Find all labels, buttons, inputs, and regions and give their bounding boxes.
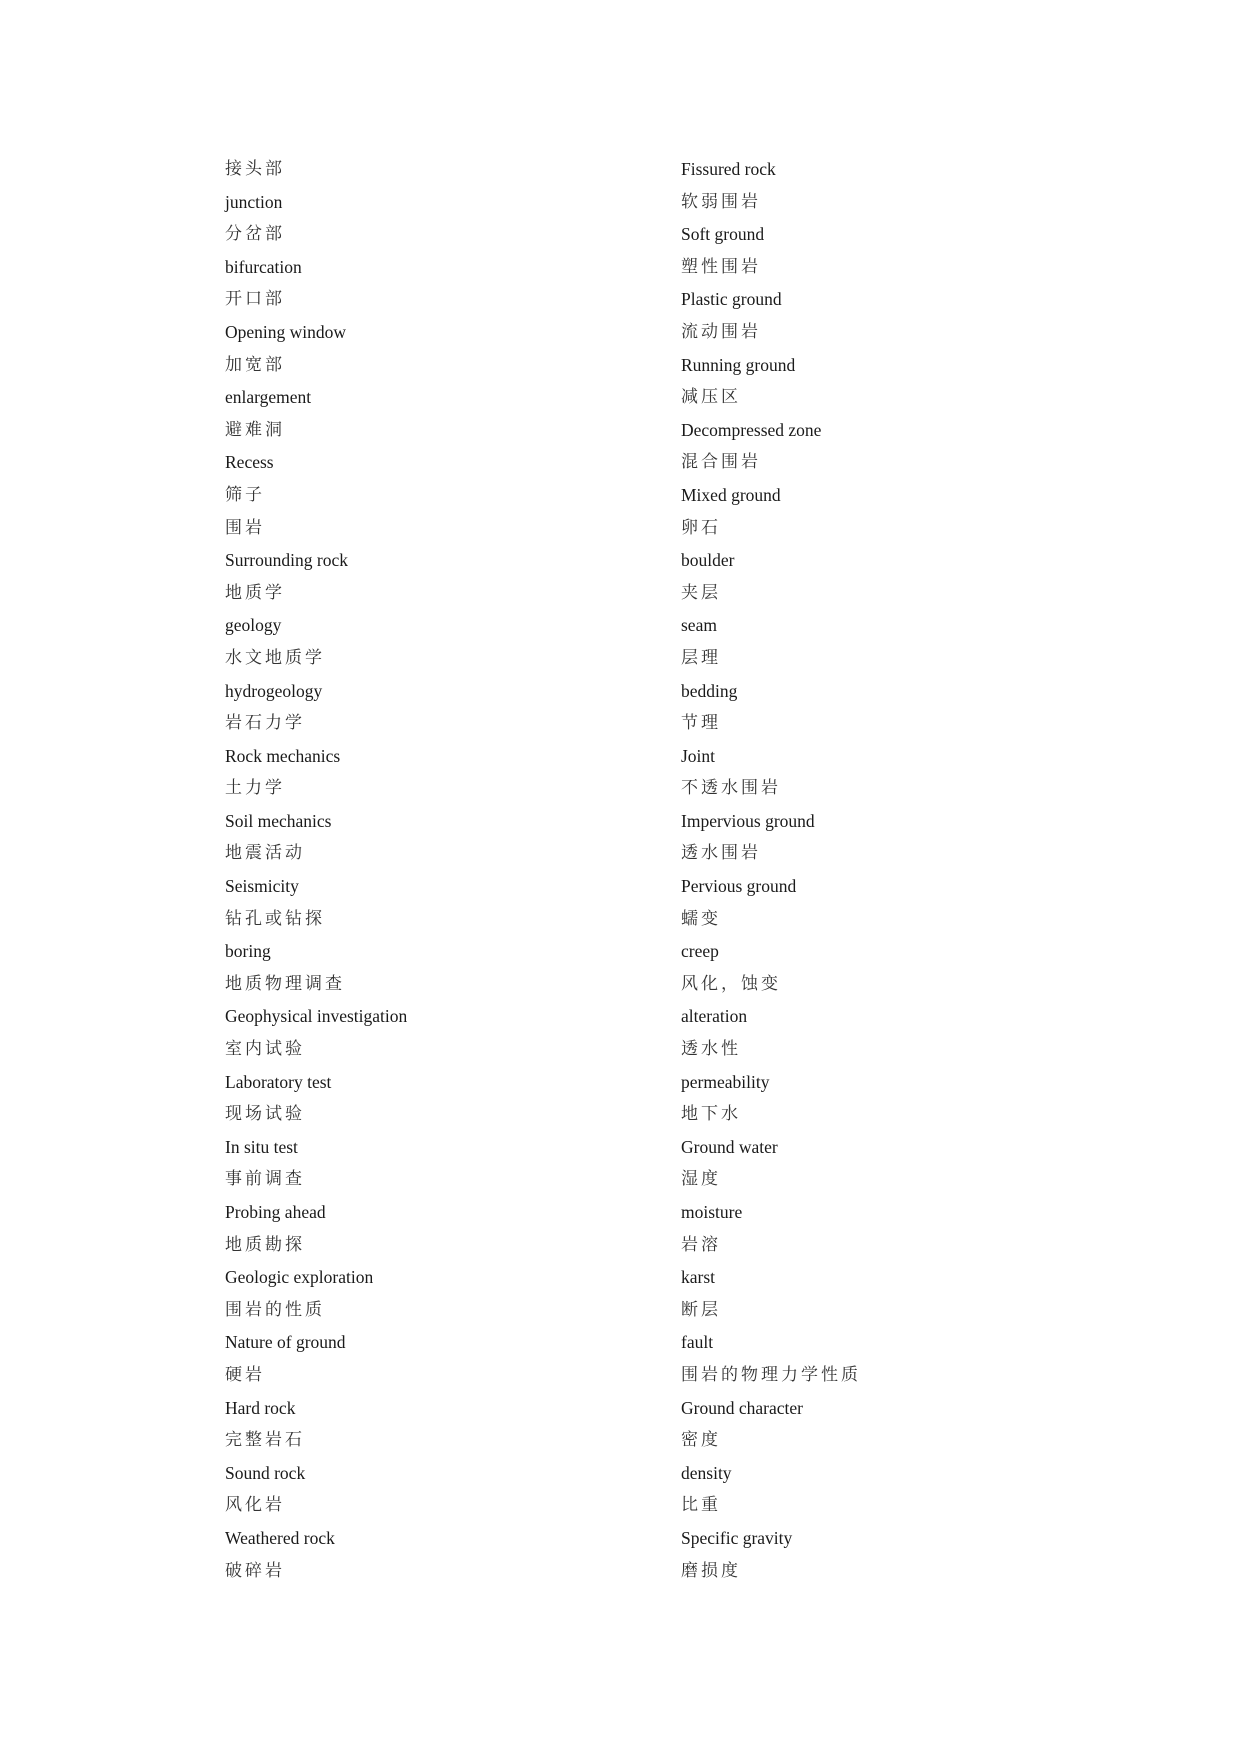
term-english: junction [225,191,283,212]
term-english: permeability [681,1071,770,1092]
term-english: Recess [225,452,274,473]
term-chinese: 地质勘探 [225,1234,305,1255]
term-chinese: 减压区 [681,387,741,408]
term-english: Geophysical investigation [225,1006,408,1027]
term-chinese: 避难洞 [225,419,285,440]
term-chinese: 地质物理调查 [225,973,345,994]
term-chinese: 岩溶 [681,1234,721,1255]
term-english: Mixed ground [681,484,781,505]
term-chinese: 事前调查 [225,1169,305,1190]
term-english: geology [225,615,282,636]
term-english: Laboratory test [225,1071,332,1092]
left-term-column [225,153,645,1587]
term-english: creep [681,941,719,962]
term-chinese: 筛子 [225,484,265,505]
term-english: Geologic exploration [225,1267,374,1288]
term-english: Running ground [681,354,796,375]
term-english: boring [225,941,271,962]
term-english: moisture [681,1202,743,1222]
term-chinese: 地质学 [225,582,285,603]
term-english: Impervious ground [681,810,815,831]
term-chinese: 层理 [681,647,721,668]
term-chinese: 加宽部 [225,354,285,375]
term-english: In situ test [225,1136,298,1157]
term-english: Sound rock [225,1462,306,1483]
term-chinese: 风化岩 [225,1495,285,1516]
term-english: enlargement [225,387,312,408]
term-chinese: 密度 [681,1430,721,1451]
term-chinese: 硬岩 [225,1364,265,1385]
term-chinese: 开口部 [225,289,285,310]
term-chinese: 流动围岩 [681,321,761,342]
term-english: bedding [681,680,738,701]
term-chinese: 地震活动 [225,843,305,864]
term-english: Ground character [681,1397,803,1418]
term-chinese: 节理 [681,713,721,734]
term-english: Opening window [225,321,347,342]
term-chinese: 透水性 [681,1039,741,1060]
term-chinese: 钻孔或钻探 [225,908,325,929]
term-chinese: 地下水 [681,1104,741,1125]
term-chinese: 比重 [681,1495,721,1516]
term-english: Surrounding rock [225,550,348,571]
term-english: Fissured rock [681,159,776,179]
term-chinese: 围岩 [225,517,265,538]
term-chinese: 完整岩石 [225,1430,305,1451]
term-english: hydrogeology [225,680,323,701]
term-english: Seismicity [225,876,299,897]
term-chinese: 透水围岩 [681,843,761,864]
term-chinese: 风化，蚀变 [681,973,781,994]
term-chinese: 水文地质学 [225,647,325,668]
term-chinese: 塑性围岩 [681,256,761,277]
term-english: seam [681,615,717,636]
term-english: Joint [681,745,716,766]
term-chinese: 现场试验 [225,1104,305,1125]
term-chinese: 接头部 [225,159,285,179]
term-chinese: 卵石 [681,517,721,538]
term-chinese: 混合围岩 [681,452,761,473]
term-chinese: 磨损度 [681,1560,741,1581]
term-chinese: 分岔部 [225,224,285,245]
term-chinese: 岩石力学 [225,713,305,734]
term-english: fault [681,1332,714,1353]
term-chinese: 围岩的性质 [225,1299,325,1320]
right-term-column [681,153,1121,1587]
term-chinese: 土力学 [225,778,285,799]
term-english: karst [681,1267,716,1288]
term-english: Specific gravity [681,1527,793,1548]
term-chinese: 断层 [681,1299,721,1320]
term-chinese: 不透水围岩 [681,778,781,799]
term-english: Soil mechanics [225,810,332,831]
term-english: boulder [681,550,735,571]
term-chinese: 蠕变 [681,908,721,929]
term-english: bifurcation [225,256,302,277]
term-english: Rock mechanics [225,745,341,766]
term-chinese: 湿度 [681,1169,721,1190]
term-chinese: 围岩的物理力学性质 [681,1364,861,1385]
term-english: Pervious ground [681,876,797,897]
term-english: Ground water [681,1136,778,1157]
term-english: Probing ahead [225,1202,326,1222]
term-chinese: 破碎岩 [225,1560,285,1581]
term-english: alteration [681,1006,748,1027]
term-english: Decompressed zone [681,419,822,440]
term-english: Plastic ground [681,289,782,310]
term-english: Nature of ground [225,1332,346,1353]
term-english: Hard rock [225,1397,296,1418]
term-chinese: 室内试验 [225,1039,305,1060]
term-chinese: 软弱围岩 [681,191,761,212]
term-chinese: 夹层 [681,582,721,603]
term-english: Weathered rock [225,1527,335,1548]
term-english: density [681,1462,732,1483]
term-english: Soft ground [681,224,765,245]
